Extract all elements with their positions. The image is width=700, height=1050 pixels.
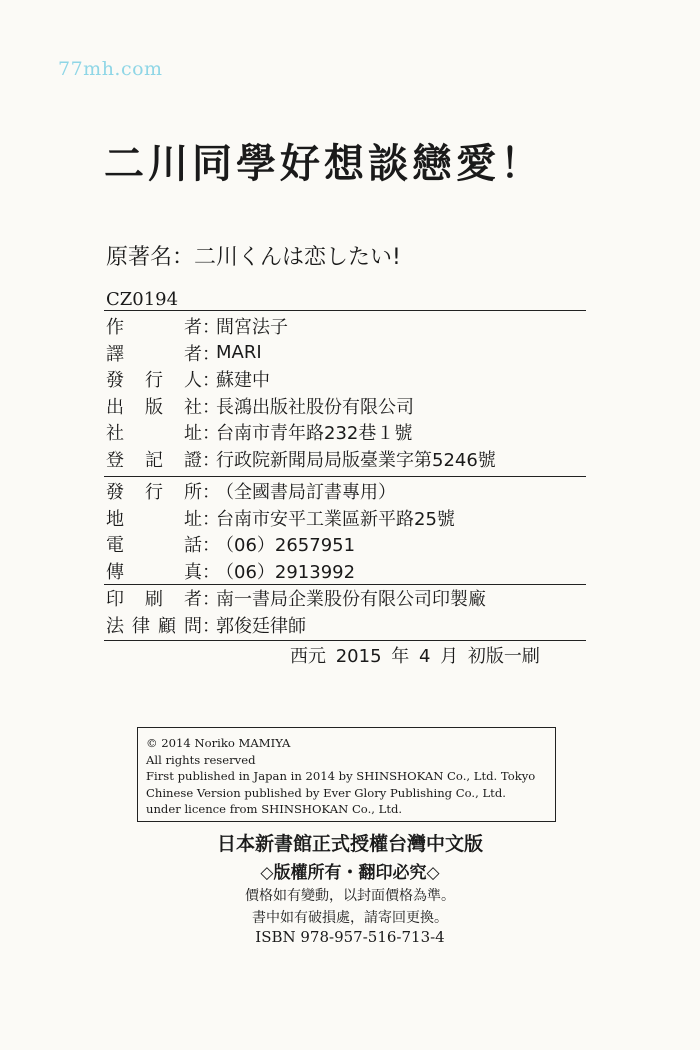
row-value: 長鴻出版社股份有限公司 xyxy=(216,396,414,418)
damage-notice: 書中如有破損處，請寄回更換。 xyxy=(252,910,448,926)
row-value: 行政院新聞局局版臺業字第5246號 xyxy=(216,449,496,471)
copyright-line: under licence from SHINSHOKAN Co., Ltd. xyxy=(146,802,403,816)
copyright-box xyxy=(137,727,556,822)
book-title: 二川同學好想談戀愛！ xyxy=(104,141,544,187)
info-row xyxy=(106,446,586,473)
row-value: 郭俊廷律師 xyxy=(216,615,306,637)
row-colon: ： xyxy=(202,343,220,365)
info-row xyxy=(106,313,586,340)
row-colon: ： xyxy=(202,396,220,418)
catalog-code: CZ0194 xyxy=(106,289,179,310)
row-colon: ： xyxy=(202,615,220,637)
row-value: MARI xyxy=(216,342,262,364)
info-row xyxy=(106,505,586,532)
info-row xyxy=(106,612,586,639)
row-label: 印 刷 者 xyxy=(106,589,202,611)
info-row xyxy=(106,366,586,393)
copyright-line: Chinese Version published by Ever Glory Publishing Co., Ltd. xyxy=(146,785,506,800)
row-label: 譯 者 xyxy=(106,343,202,365)
info-row xyxy=(106,585,586,612)
divider xyxy=(104,640,586,641)
row-colon: ： xyxy=(202,370,220,392)
divider xyxy=(104,476,586,477)
row-value: （全國書局訂書專用） xyxy=(216,482,396,504)
rights-notice: ◇版權所有・翻印必究◇ xyxy=(260,863,440,883)
row-value: 台南市青年路232巷１號 xyxy=(216,423,413,445)
row-colon: ： xyxy=(202,317,220,339)
price-notice: 價格如有變動，以封面價格為準。 xyxy=(245,888,455,904)
original-title: 原著名：二川くんは恋したい! xyxy=(106,245,401,270)
copyright-line: © 2014 Noriko MAMIYA xyxy=(146,736,291,750)
divider xyxy=(104,310,586,311)
row-label: 地 址 xyxy=(106,508,202,530)
row-label: 登 記 證 xyxy=(106,449,202,471)
authorization-notice: 日本新書館正式授權台灣中文版 xyxy=(216,833,483,855)
row-value: 台南市安平工業區新平路25號 xyxy=(216,508,455,530)
row-colon: ： xyxy=(202,508,220,530)
info-row xyxy=(106,340,586,367)
printing-block xyxy=(106,585,586,638)
row-label: 社 址 xyxy=(106,423,202,445)
credits-block xyxy=(106,313,586,472)
row-value: 間宮法子 xyxy=(216,317,288,339)
row-label: 作 者 xyxy=(106,317,202,339)
distribution-block xyxy=(106,478,586,584)
row-label: 發 行 人 xyxy=(106,370,202,392)
copyright-line: First published in Japan in 2014 by SHINSHOKAN Co., Ltd. Tokyo xyxy=(146,769,536,783)
publication-date: 西元 2015 年 4 月 初版一刷 xyxy=(290,646,540,667)
isbn: ISBN 978-957-516-713-4 xyxy=(255,928,445,946)
row-label: 法 律 顧 問 xyxy=(106,615,202,637)
row-colon: ： xyxy=(202,535,220,557)
copyright-line: All rights reserved xyxy=(146,752,256,767)
info-row xyxy=(106,419,586,446)
info-row xyxy=(106,531,586,558)
row-colon: ： xyxy=(202,482,220,504)
info-row xyxy=(106,393,586,420)
row-label: 電 話 xyxy=(106,535,202,557)
row-label: 發 行 所 xyxy=(106,482,202,504)
row-colon: ： xyxy=(202,561,220,583)
row-colon: ： xyxy=(202,589,220,611)
row-value: 南一書局企業股份有限公司印製廠 xyxy=(216,589,486,611)
row-value: （06）2657951 xyxy=(216,535,356,557)
watermark: 77mh.com xyxy=(58,58,163,80)
info-row xyxy=(106,558,586,585)
row-colon: ： xyxy=(202,449,220,471)
row-colon: ： xyxy=(202,423,220,445)
row-label: 傳 真 xyxy=(106,561,202,583)
info-row xyxy=(106,478,586,505)
row-label: 出 版 社 xyxy=(106,396,202,418)
row-value: （06）2913992 xyxy=(216,561,356,583)
row-value: 蘇建中 xyxy=(216,370,270,392)
